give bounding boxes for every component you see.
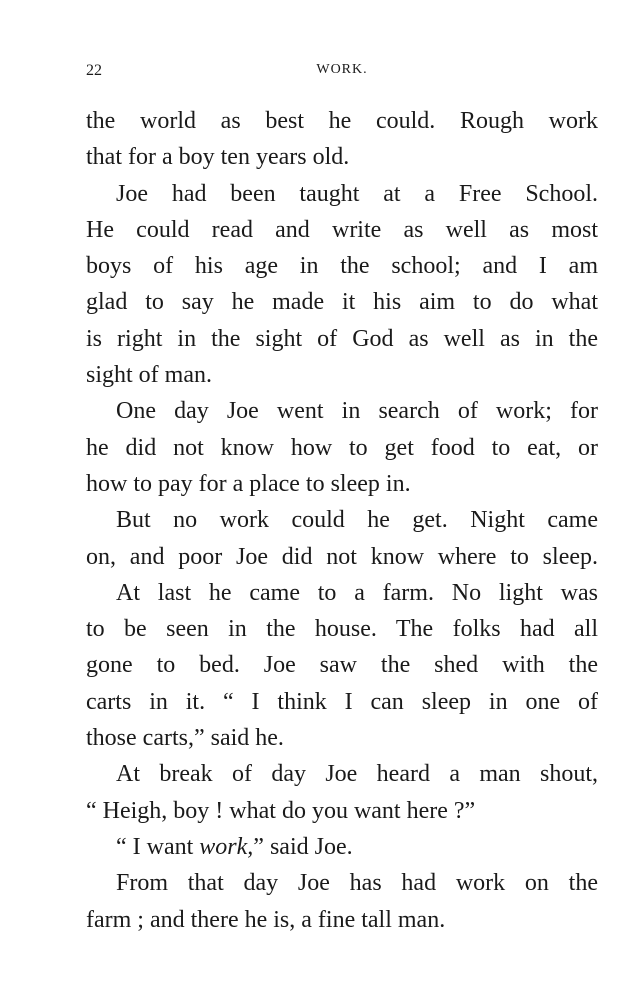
text-line: gone to bed. Joe saw the shed with the	[86, 652, 598, 679]
text-line: But no work could he get. Night came	[116, 507, 598, 534]
text-line: carts in it. “ I think I can sleep in one of	[86, 688, 598, 715]
text-line: glad to say he made it his aim to do what	[86, 289, 598, 316]
text-line: “ Heigh, boy ! what do you want here ?”	[86, 797, 476, 824]
text-line: that for a boy ten years old.	[86, 144, 350, 171]
page-header	[86, 62, 598, 84]
text-line: farm ; and there he is, a fine tall man.	[86, 906, 446, 933]
running-head: WORK.	[316, 62, 368, 77]
text-line: to be seen in the house. The folks had all	[86, 616, 598, 643]
body-text	[86, 103, 598, 938]
text-line: is right in the sight of God as well as in the	[86, 325, 598, 352]
quote-pre: “ I want	[116, 833, 200, 860]
emphasis-word: work,	[199, 833, 254, 860]
text-line: At break of day Joe heard a man shout,	[116, 761, 598, 788]
text-line: From that day Joe has had work on the	[116, 870, 598, 897]
page-number: 22	[86, 62, 102, 79]
text-line: on, and poor Joe did not know where to sleep.	[86, 543, 598, 570]
text-line: Joe had been taught at a Free School.	[116, 180, 598, 207]
text-line: sight of man.	[86, 362, 212, 389]
text-line: He could read and write as well as most	[86, 216, 598, 243]
text-line: how to pay for a place to sleep in.	[86, 470, 411, 497]
text-line	[86, 829, 598, 865]
text-line: the world as best he could. Rough work	[86, 108, 598, 134]
text-line: those carts,” said he.	[86, 725, 284, 752]
text-line: he did not know how to get food to eat, or	[86, 434, 598, 461]
quote-post: ” said Joe.	[253, 833, 353, 860]
text-line: One day Joe went in search of work; for	[116, 398, 598, 425]
text-line: boys of his age in the school; and I am	[86, 253, 598, 280]
text-line: At last he came to a farm. No light was	[116, 579, 598, 606]
